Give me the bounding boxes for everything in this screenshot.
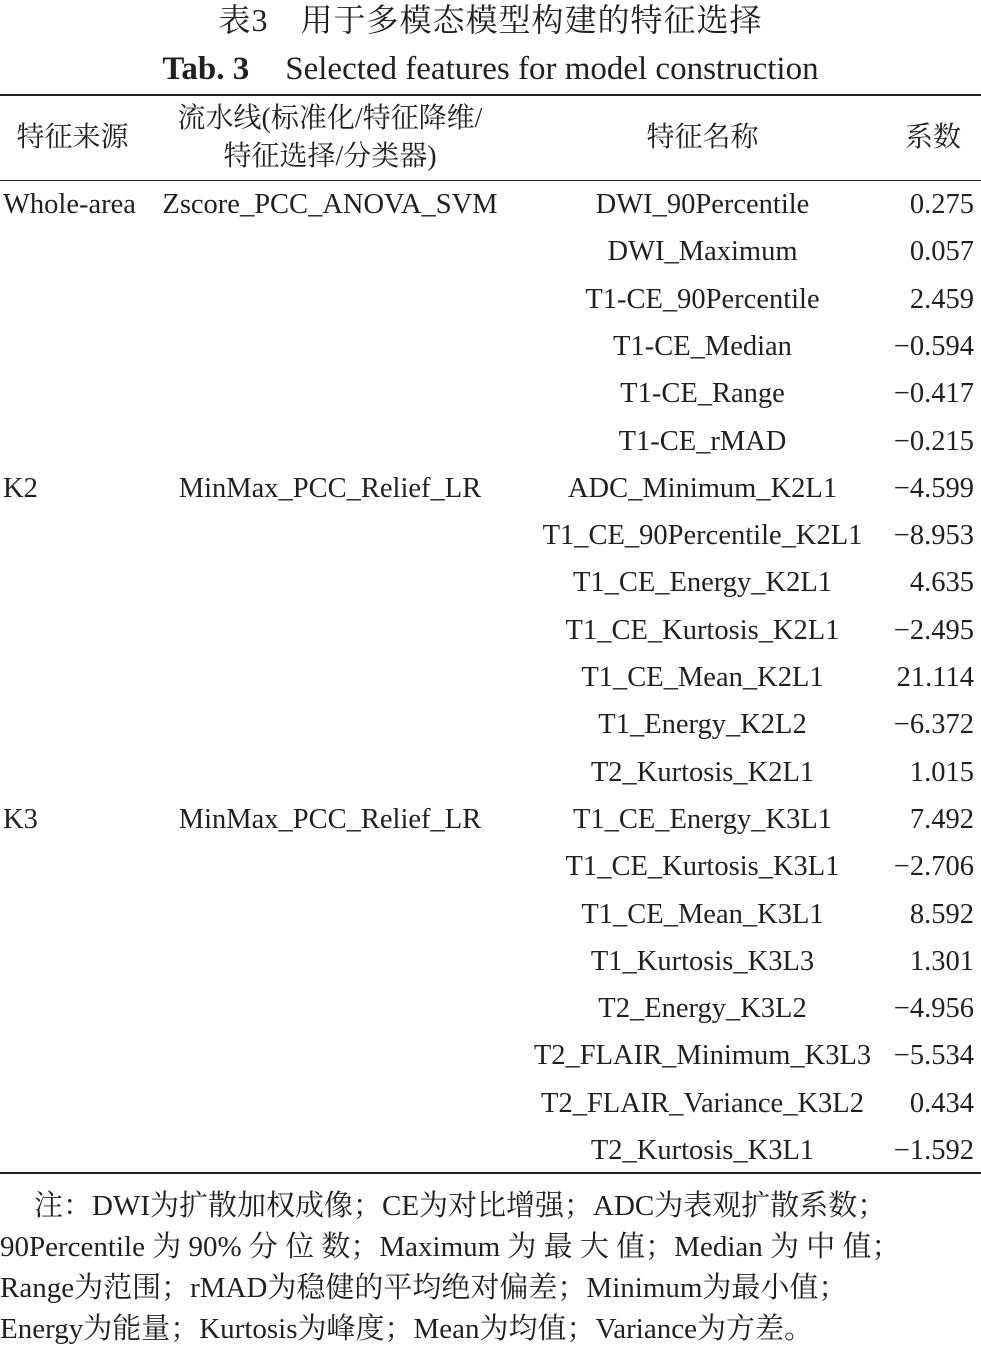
table-row — [0, 374, 981, 414]
cell-pipeline: MinMax_PCC_Relief_LR — [178, 472, 482, 504]
cell-feature-name: T1_CE_Mean_K3L1 — [581, 898, 824, 930]
cell-coefficient: 8.592 — [909, 898, 974, 930]
header-pipeline-line2: 特征选择/分类器) — [223, 141, 437, 172]
cell-coefficient: 7.492 — [909, 803, 974, 835]
table-title-chinese — [0, 0, 981, 40]
table-row — [0, 611, 981, 651]
cell-feature-name: T1_CE_Kurtosis_K2L1 — [565, 614, 840, 646]
note-line-2: 90Percentile 为 90% 分 位 数；Maximum 为 最 大 值；Median 为 中 值； — [0, 1231, 901, 1263]
cell-coefficient: −1.592 — [893, 1135, 974, 1166]
table-row — [0, 1084, 981, 1124]
table-bottom-rule — [0, 1172, 981, 1174]
cell-pipeline: Zscore_PCC_ANOVA_SVM — [162, 189, 498, 220]
note-line-4: Energy为能量；Kurtosis为峰度；Mean为均值；Variance为方差。 — [0, 1313, 813, 1345]
cell-coefficient: −6.372 — [893, 709, 974, 741]
cell-coefficient: −4.956 — [893, 993, 974, 1025]
cell-coefficient: −2.706 — [893, 851, 974, 883]
cell-coefficient: 2.459 — [909, 283, 974, 315]
cell-coefficient: −8.953 — [893, 520, 974, 552]
cell-coefficient: −0.215 — [893, 425, 974, 457]
cell-coefficient: 1.015 — [909, 756, 974, 788]
table-row — [0, 895, 981, 935]
cell-feature-name: T1-CE_Median — [613, 330, 792, 362]
cell-coefficient: 0.434 — [909, 1087, 974, 1119]
cell-feature-name: T1_CE_Energy_K3L1 — [572, 803, 833, 835]
table-row — [0, 942, 981, 982]
table-row — [0, 705, 981, 745]
cell-coefficient: 1.301 — [909, 945, 974, 977]
table-row — [0, 469, 981, 509]
note-line-1: 注：DWI为扩散加权成像；CE为对比增强；ADC为表观扩散系数； — [34, 1190, 887, 1222]
table-title-english — [0, 48, 981, 90]
table-row — [0, 327, 981, 367]
header-pipeline — [150, 100, 510, 176]
cell-coefficient: −0.417 — [893, 378, 974, 410]
table-row — [0, 185, 981, 225]
cell-coefficient: 4.635 — [909, 567, 974, 599]
cell-pipeline: MinMax_PCC_Relief_LR — [178, 803, 482, 835]
table-row — [0, 422, 981, 462]
cell-feature-name: DWI_90Percentile — [595, 189, 810, 220]
cell-feature-name: T1_CE_90Percentile_K2L1 — [542, 520, 863, 552]
table-row — [0, 800, 981, 840]
header-coefficient: 系数 — [904, 122, 961, 153]
table-row — [0, 563, 981, 603]
table-row — [0, 1036, 981, 1076]
cell-source: K3 — [3, 803, 38, 835]
cell-coefficient: −5.534 — [893, 1040, 974, 1072]
table-top-rule — [0, 94, 981, 96]
cell-feature-name: T1_CE_Mean_K2L1 — [581, 662, 824, 693]
table-row — [0, 989, 981, 1029]
header-feature-source: 特征来源 — [16, 122, 129, 153]
table-number-chinese: 表3 — [218, 2, 269, 38]
cell-coefficient: −4.599 — [893, 472, 974, 504]
cell-feature-name: T2_Kurtosis_K2L1 — [590, 756, 815, 788]
cell-coefficient: −2.495 — [893, 614, 974, 646]
cell-coefficient: 21.114 — [896, 662, 974, 693]
cell-feature-name: T2_FLAIR_Minimum_K3L3 — [533, 1040, 872, 1072]
cell-feature-name: T2_FLAIR_Variance_K3L2 — [541, 1087, 864, 1119]
table-row — [0, 1131, 981, 1171]
cell-feature-name: DWI_Maximum — [607, 236, 798, 268]
cell-source: Whole-area — [3, 189, 136, 220]
table-caption-chinese: 用于多模态模型构建的特征选择 — [300, 2, 763, 38]
cell-feature-name: ADC_Minimum_K2L1 — [567, 472, 838, 504]
cell-coefficient: 0.057 — [909, 236, 974, 268]
table-row — [0, 516, 981, 556]
cell-feature-name: T1_Kurtosis_K3L3 — [590, 945, 815, 977]
header-feature-name: 特征名称 — [646, 122, 759, 153]
cell-coefficient: 0.275 — [909, 189, 974, 220]
table-row — [0, 280, 981, 320]
cell-feature-name: T1-CE_90Percentile — [585, 283, 820, 315]
note-line-3: Range为范围；rMAD为稳健的平均绝对偏差；Minimum为最小值； — [0, 1272, 848, 1304]
cell-source: K2 — [3, 472, 38, 504]
table-caption-english: Selected features for model construction — [285, 51, 819, 87]
cell-feature-name: T1-CE_Range — [620, 378, 785, 410]
cell-feature-name: T1_Energy_K2L2 — [598, 709, 807, 741]
table-row — [0, 847, 981, 887]
cell-coefficient: −0.594 — [893, 330, 974, 362]
table-number-english: Tab. 3 — [162, 51, 250, 87]
table-row — [0, 753, 981, 793]
cell-feature-name: T1_CE_Kurtosis_K3L1 — [565, 851, 840, 883]
cell-feature-name: T1-CE_rMAD — [618, 425, 787, 457]
table-row — [0, 232, 981, 272]
header-pipeline-line1: 流水线(标准化/特征降维/ — [177, 103, 483, 134]
cell-feature-name: T1_CE_Energy_K2L1 — [572, 567, 833, 599]
table-header-rule — [0, 180, 981, 181]
cell-feature-name: T2_Energy_K3L2 — [598, 993, 807, 1025]
table-row — [0, 658, 981, 698]
cell-feature-name: T2_Kurtosis_K3L1 — [590, 1135, 815, 1166]
table-note — [0, 1186, 981, 1350]
